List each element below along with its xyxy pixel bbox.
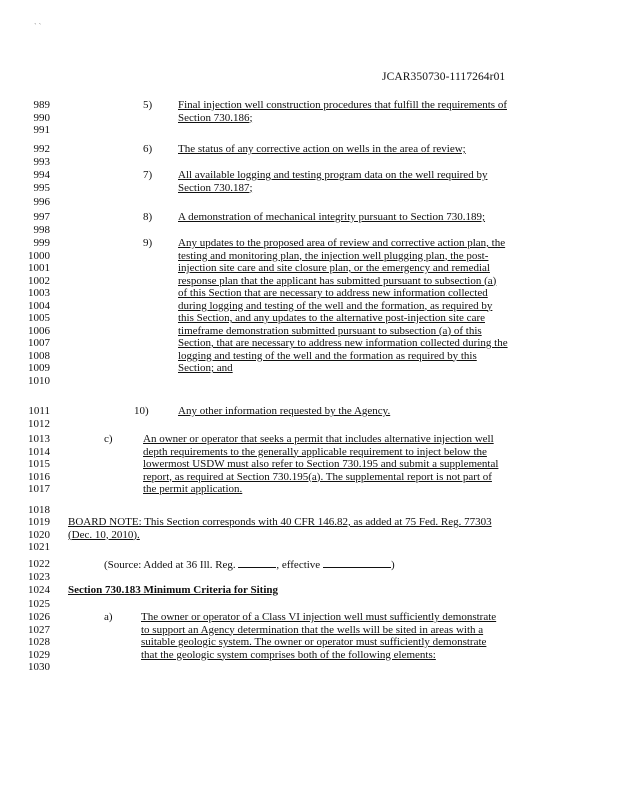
line-number: 999 [33, 237, 50, 249]
source-effective: , effective [276, 559, 321, 571]
item9-line: response plan that the applicant has submitted pursuant to subsection (a) [178, 274, 497, 287]
item-5-line: Section 730.186; [178, 111, 253, 124]
itemc-line: report, as required at Section 730.195(a). The supplemental report is not part of [143, 470, 492, 483]
itema-line: that the geologic system comprises both of the following elements: [141, 648, 436, 661]
item-8-line: A demonstration of mechanical integrity pursuant to Section 730.189; [178, 211, 486, 223]
line-number: 1011 [28, 405, 50, 417]
source-prefix: (Source: Added at 36 Ill. Reg. [104, 559, 236, 571]
line-number: 989 [33, 99, 50, 111]
line-number: 1007 [28, 337, 50, 349]
item-10-marker: 10) [134, 405, 149, 417]
item-6-line: The status of any corrective action on wells in the area of review; [178, 143, 466, 155]
line-number: 995 [33, 181, 50, 194]
item9-line: of this Section that are necessary to address new information collected [178, 287, 488, 299]
itemc-line: lowermost USDW must also refer to Section 730.195 and submit a supplemental [143, 458, 499, 470]
item-c-marker: c) [104, 433, 113, 445]
corner-mark: ` ` [34, 22, 42, 31]
item-5-marker: 5) [143, 99, 153, 111]
item9-line: this Section, and any updates to the alternative post-injection site care [178, 312, 485, 324]
effective-date-blank [323, 558, 391, 568]
line-number: 1027 [28, 623, 50, 636]
item9-line: logging and testing of the well and the formation as required by this [178, 349, 477, 362]
line-number: 1006 [28, 324, 50, 337]
line-number: 1019 [28, 516, 50, 528]
line-number: 1022 [28, 558, 50, 570]
line-number: 1024 [28, 584, 50, 596]
line-number: 1018 [28, 504, 50, 516]
line-number: 1000 [28, 249, 50, 262]
line-number: 1013 [28, 433, 50, 445]
itema-line: to support an Agency determination that the wells will be sited in areas with a [141, 623, 484, 636]
line-number: 1029 [28, 648, 50, 661]
item-7-line: All available logging and testing program data on the well required by [178, 169, 488, 181]
item-7-line: Section 730.187; [178, 181, 253, 194]
line-number: 1030 [28, 661, 50, 673]
line-number: 996 [33, 196, 50, 208]
item-5-line: Final injection well construction procedures that fulfill the requirements of [178, 99, 507, 111]
line-number: 1028 [28, 636, 50, 648]
item9-line: testing and monitoring plan, the injection well plugging plan, the post- [178, 249, 489, 262]
item-6-marker: 6) [143, 143, 153, 155]
document-id: JCAR350730-1117264r01 [382, 71, 506, 83]
line-number: 991 [33, 124, 50, 136]
line-number: 1010 [28, 374, 50, 387]
line-number: 1020 [28, 528, 50, 541]
line-number: 1016 [28, 470, 50, 483]
line-number: 998 [33, 224, 50, 236]
source-suffix: ) [390, 559, 395, 571]
item9-line: Section, that are necessary to address new information collected during the [178, 337, 508, 349]
item9-line: during logging and testing of the well and the formation, as required by [178, 299, 493, 312]
line-number: 1021 [28, 541, 50, 553]
board-note-line: BOARD NOTE: This Section corresponds with 40 CFR 146.82, as added at 75 Fed. Reg. 77303 [68, 516, 492, 528]
item-a-marker: a) [104, 611, 113, 623]
itemc-line: An owner or operator that seeks a permit that includes alternative injection well [143, 433, 494, 445]
line-number: 994 [33, 169, 50, 181]
item-7-marker: 7) [143, 169, 153, 181]
section-heading: Section 730.183 Minimum Criteria for Siting [68, 584, 278, 596]
itema-line: The owner or operator of a Class VI injection well must sufficiently demonstrate [141, 611, 497, 623]
item9-line: Any updates to the proposed area of review and corrective action plan, the [178, 237, 506, 249]
item9-line: Section; and [178, 362, 233, 374]
itemc-line: depth requirements to the generally applicable requirement to inject below the [143, 445, 487, 458]
line-number: 1002 [28, 274, 50, 287]
itemc-line: the permit application. [143, 483, 243, 495]
line-number: 1008 [28, 349, 50, 362]
line-number: 997 [33, 211, 50, 223]
source-note [104, 558, 395, 572]
line-number: 1005 [28, 312, 50, 324]
itema-line: suitable geologic system. The owner or operator must sufficiently demonstrate [141, 636, 487, 648]
register-blank [238, 558, 276, 568]
line-number: 1001 [28, 262, 50, 274]
board-note-line: (Dec. 10, 2010). [68, 528, 140, 541]
item-8-marker: 8) [143, 211, 153, 223]
line-number: 1017 [28, 483, 50, 495]
line-number: 1015 [28, 458, 50, 470]
line-number: 1025 [28, 598, 50, 610]
item9-line: timeframe demonstration submitted pursuant to subsection (a) of this [178, 324, 482, 337]
item9-line: injection site care and site closure plan, or the emergency and remedial [178, 262, 490, 274]
line-number: 1014 [28, 445, 50, 458]
line-number: 1026 [28, 611, 50, 623]
line-number: 1023 [28, 571, 50, 583]
item-10-line: Any other information requested by the Agency. [178, 405, 391, 417]
line-number: 1004 [28, 299, 50, 312]
item-9-marker: 9) [143, 237, 153, 249]
line-number: 1003 [28, 287, 50, 299]
line-number: 1009 [28, 362, 50, 374]
line-number: 992 [33, 143, 50, 155]
line-number: 990 [33, 111, 50, 124]
line-number: 993 [33, 155, 50, 168]
line-number: 1012 [28, 418, 50, 430]
